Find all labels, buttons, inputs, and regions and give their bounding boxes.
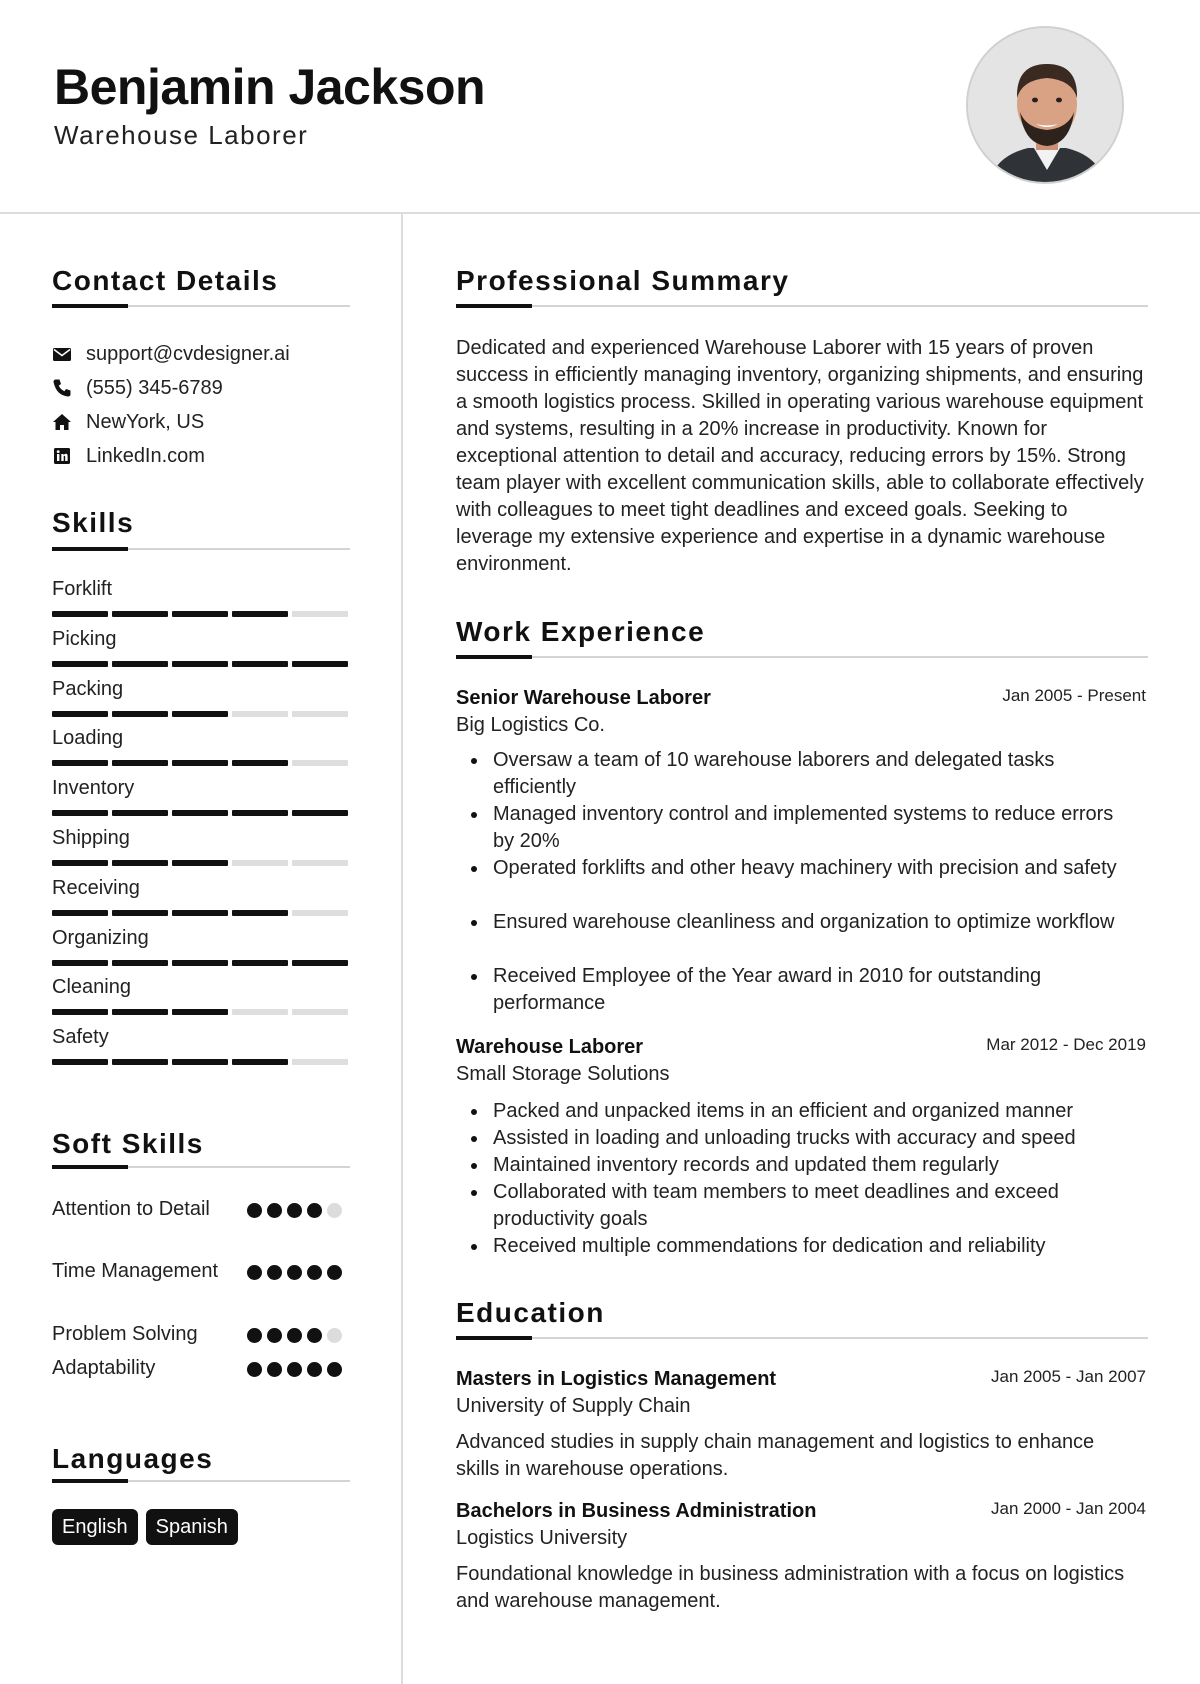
job-bullet: Managed inventory control and implemented systems to reduce errors by 20%	[456, 801, 1136, 855]
language-tag: English	[52, 1509, 138, 1545]
rating-dot	[287, 1328, 302, 1343]
skill-level-segment	[172, 611, 228, 617]
resume-header	[0, 0, 1200, 214]
skill-level-segment	[292, 960, 348, 966]
skill-level-segment	[232, 910, 288, 916]
soft-skill-rating	[247, 1362, 342, 1377]
rating-dot	[307, 1328, 322, 1343]
skill-level-segment	[292, 860, 348, 866]
skill-level-segment	[292, 810, 348, 816]
rating-dot	[247, 1328, 262, 1343]
skill-level-segment	[172, 711, 228, 717]
contact-email[interactable]	[52, 341, 290, 367]
summary-text: Dedicated and experienced Warehouse Laborer with 15 years of proven success in efficiently managing inventory, organizing shipments, and ensuring a smooth logistics process. Skilled in operating various warehouse equipment and systems, resulting in a 20% increase in productivity. Known for exceptional attention to detail and accuracy, reducing errors by 15%. Strong team player with excellent communication skills, able to collaborate effectively with colleagues to meet tight deadlines and exceed goals. Seeking to leverage my extensive experience and expertise in a dynamic warehouse environment.	[456, 337, 1144, 575]
languages-list	[52, 1509, 238, 1545]
languages-heading: Languages	[52, 1443, 214, 1474]
skill-level-segment	[292, 611, 348, 617]
soft-skill-rating	[247, 1328, 342, 1343]
rating-dot	[327, 1362, 342, 1377]
rating-dot	[247, 1362, 262, 1377]
skill-level-segment	[112, 960, 168, 966]
rating-dot	[247, 1203, 262, 1218]
rating-dot	[247, 1265, 262, 1280]
soft-skill-name: Attention to Detail	[52, 1198, 210, 1220]
job-bullets	[456, 747, 1156, 1017]
rating-dot	[327, 1203, 342, 1218]
skill-level-segment	[112, 810, 168, 816]
skill-name: Loading	[52, 727, 124, 750]
contact-phone-text: (555) 345-6789	[86, 376, 223, 399]
soft-skills-heading-rule	[52, 1166, 350, 1168]
skill-level-segment	[232, 860, 288, 866]
skill-name: Picking	[52, 627, 117, 650]
skill-level-segment	[292, 760, 348, 766]
contact-phone[interactable]	[52, 375, 223, 401]
profile-photo	[966, 26, 1124, 184]
skill-name: Cleaning	[52, 976, 131, 999]
education-heading: Education	[456, 1297, 605, 1328]
job-bullet: Assisted in loading and unloading trucks with accuracy and speed	[456, 1125, 1156, 1152]
rating-dot	[307, 1362, 322, 1377]
skill-name: Safety	[52, 1026, 109, 1049]
skill-level-segment	[52, 810, 108, 816]
skill-level-segment	[172, 760, 228, 766]
linkedin-icon	[52, 446, 72, 466]
skills-heading: Skills	[52, 507, 135, 538]
skill-level-segment	[232, 1059, 288, 1065]
skill-level-segment	[172, 1059, 228, 1065]
soft-skill-name: Time Management	[52, 1260, 218, 1282]
soft-skill-rating	[247, 1203, 342, 1218]
languages-heading-rule	[52, 1480, 350, 1482]
envelope-icon	[52, 344, 72, 364]
job-bullet: Ensured warehouse cleanliness and organization to optimize workflow	[456, 909, 1156, 936]
degree-school: University of Supply Chain	[456, 1395, 691, 1417]
rating-dot	[327, 1328, 342, 1343]
skill-level-segment	[292, 1059, 348, 1065]
candidate-name: Benjamin Jackson	[54, 59, 486, 115]
skill-level-segment	[172, 910, 228, 916]
contact-linkedin[interactable]	[52, 443, 205, 469]
skill-level-segment	[172, 960, 228, 966]
skill-level-segment	[232, 1009, 288, 1015]
skill-name: Packing	[52, 677, 124, 700]
rating-dot	[307, 1203, 322, 1218]
skill-level-segment	[232, 661, 288, 667]
contact-linkedin-text: LinkedIn.com	[86, 444, 205, 467]
skill-level-segment	[52, 1009, 108, 1015]
rating-dot	[267, 1328, 282, 1343]
rating-dot	[267, 1265, 282, 1280]
degree-description: Advanced studies in supply chain management and logistics to enhance skills in warehouse operations.	[456, 1431, 1095, 1480]
experience-heading-rule	[456, 656, 1148, 658]
skill-level-bar	[52, 760, 348, 766]
skill-level-segment	[112, 1009, 168, 1015]
skill-level-segment	[52, 960, 108, 966]
soft-skill-name: Problem Solving	[52, 1323, 198, 1345]
summary-heading-rule	[456, 305, 1148, 307]
skill-name: Inventory	[52, 777, 135, 800]
contact-heading-rule	[52, 305, 350, 307]
skill-level-segment	[52, 661, 108, 667]
skill-level-bar	[52, 1059, 348, 1065]
soft-skills-heading: Soft Skills	[52, 1128, 204, 1159]
skill-level-segment	[112, 611, 168, 617]
skill-level-segment	[52, 910, 108, 916]
skill-level-segment	[172, 860, 228, 866]
skill-level-segment	[112, 1059, 168, 1065]
skill-level-bar	[52, 611, 348, 617]
degree-description: Foundational knowledge in business administration with a focus on logistics and warehouse management.	[456, 1563, 1125, 1612]
summary-heading: Professional Summary	[456, 265, 790, 296]
job-bullet: Oversaw a team of 10 warehouse laborers and delegated tasks efficiently	[456, 747, 1076, 801]
skill-level-segment	[172, 661, 228, 667]
rating-dot	[327, 1265, 342, 1280]
skill-level-bar	[52, 1009, 348, 1015]
skill-level-segment	[232, 611, 288, 617]
job-bullet: Received multiple commendations for dedication and reliability	[456, 1233, 1156, 1260]
contact-email-text: support@cvdesigner.ai	[86, 342, 290, 365]
skills-heading-rule	[52, 548, 350, 550]
skill-level-segment	[52, 611, 108, 617]
skill-level-bar	[52, 960, 348, 966]
skill-level-segment	[112, 860, 168, 866]
job-title: Senior Warehouse Laborer	[456, 687, 711, 709]
degree-dates: Jan 2000 - Jan 2004	[990, 1499, 1146, 1518]
phone-icon	[52, 378, 72, 398]
job-bullet: Collaborated with team members to meet deadlines and exceed productivity goals	[456, 1179, 1116, 1233]
skill-level-segment	[112, 711, 168, 717]
contact-heading: Contact Details	[52, 265, 279, 296]
degree-title: Bachelors in Business Administration	[456, 1500, 817, 1522]
profile-photo-illustration	[968, 28, 1124, 184]
rating-dot	[307, 1265, 322, 1280]
skill-level-bar	[52, 810, 348, 816]
rating-dot	[287, 1265, 302, 1280]
job-bullet: Maintained inventory records and updated them regularly	[456, 1152, 1156, 1179]
skill-name: Shipping	[52, 827, 130, 849]
skill-level-segment	[52, 1059, 108, 1065]
job-bullet: Received Employee of the Year award in 2010 for outstanding performance	[456, 963, 1076, 1017]
rating-dot	[267, 1362, 282, 1377]
education-heading-rule	[456, 1337, 1148, 1339]
skill-level-segment	[292, 910, 348, 916]
skill-level-bar	[52, 661, 348, 667]
experience-heading: Work Experience	[456, 616, 706, 647]
job-company: Small Storage Solutions	[456, 1063, 670, 1085]
rating-dot	[287, 1203, 302, 1218]
degree-title: Masters in Logistics Management	[456, 1368, 777, 1390]
soft-skill-name: Adaptability	[52, 1357, 156, 1379]
language-tag: Spanish	[146, 1509, 238, 1545]
soft-skill-rating	[247, 1265, 342, 1280]
skill-level-segment	[292, 1009, 348, 1015]
skill-level-segment	[292, 711, 348, 717]
degree-school: Logistics University	[456, 1527, 628, 1549]
skill-level-bar	[52, 910, 348, 916]
rating-dot	[287, 1362, 302, 1377]
skill-name: Organizing	[52, 926, 149, 949]
degree-dates: Jan 2005 - Jan 2007	[990, 1367, 1146, 1386]
skill-level-segment	[112, 661, 168, 667]
contact-location-text: NewYork, US	[86, 410, 205, 433]
skill-level-segment	[172, 1009, 228, 1015]
skill-name: Forklift	[52, 578, 112, 600]
job-dates: Mar 2012 - Dec 2019	[986, 1035, 1146, 1054]
job-title: Warehouse Laborer	[456, 1036, 644, 1058]
skill-level-segment	[52, 860, 108, 866]
skill-level-segment	[232, 810, 288, 816]
skill-level-segment	[232, 960, 288, 966]
column-divider	[401, 214, 403, 1684]
skill-level-segment	[232, 711, 288, 717]
job-company: Big Logistics Co.	[456, 714, 605, 736]
job-bullet: Operated forklifts and other heavy machinery with precision and safety	[456, 855, 1156, 882]
skill-level-segment	[112, 760, 168, 766]
skill-level-segment	[52, 760, 108, 766]
skill-level-segment	[112, 910, 168, 916]
candidate-title: Warehouse Laborer	[54, 120, 309, 150]
skill-level-segment	[292, 661, 348, 667]
skill-level-segment	[52, 711, 108, 717]
skill-level-segment	[172, 810, 228, 816]
rating-dot	[267, 1203, 282, 1218]
home-icon	[52, 412, 72, 432]
skill-level-bar	[52, 860, 348, 866]
skill-level-bar	[52, 711, 348, 717]
skill-level-segment	[232, 760, 288, 766]
job-bullets	[456, 1098, 1156, 1260]
contact-location	[52, 409, 204, 435]
job-bullet: Packed and unpacked items in an efficient and organized manner	[456, 1098, 1156, 1125]
skill-name: Receiving	[52, 876, 140, 899]
job-dates: Jan 2005 - Present	[1002, 686, 1146, 705]
